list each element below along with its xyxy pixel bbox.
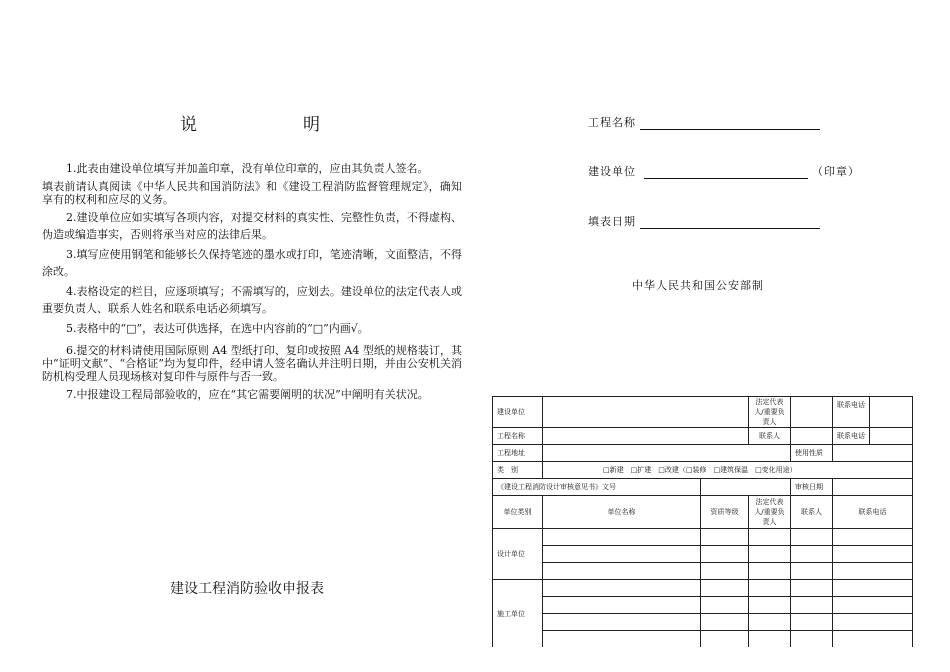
form-name: 建设工程消防验收申报表 <box>170 581 324 597</box>
builder-line[interactable] <box>644 166 808 179</box>
instructions-list <box>42 160 462 406</box>
construction-qualification-cell[interactable] <box>701 597 749 614</box>
instructions-title <box>180 110 320 135</box>
table-row <box>493 563 913 580</box>
builder-unit-label: 建设单位 <box>493 397 543 428</box>
instruction-item-3: 3.填写应使用钢笔和能够长久保持笔迹的墨水或打印，笔迹清晰，文面整洁，不得涂改。 <box>42 248 462 278</box>
table-row <box>493 580 913 597</box>
table-row <box>493 479 913 496</box>
construction-unit-name-cell[interactable] <box>543 597 701 614</box>
design-qualification-cell[interactable] <box>701 563 749 580</box>
review-date-label: 审核日期 <box>791 479 833 496</box>
construction-phone-cell[interactable] <box>833 631 913 648</box>
address-cell[interactable] <box>543 445 791 462</box>
design-phone-cell[interactable] <box>833 546 913 563</box>
table-row <box>493 631 913 648</box>
construction-phone-cell[interactable] <box>833 597 913 614</box>
contact-label: 联系人 <box>749 428 791 445</box>
category-label: 类 别 <box>493 462 543 479</box>
table-row <box>493 397 913 428</box>
phone-label-2: 联系电话 <box>833 428 870 444</box>
header-contact: 联系人 <box>791 496 833 529</box>
publisher: 中华人民共和国公安部制 <box>632 279 764 292</box>
usage-cell[interactable] <box>833 445 913 462</box>
construction-qualification-cell[interactable] <box>701 580 749 597</box>
instruction-item-4: 4.表格设定的栏目，应逐项填写；不需填写的，应划去。建设单位的法定代表人或重要负责人、联系人姓名和联系电话必须填写。 <box>42 285 462 315</box>
legal-rep-cell[interactable] <box>791 397 833 428</box>
construction-unit-label: 施工单位 <box>493 580 543 648</box>
construction-qualification-cell[interactable] <box>701 614 749 631</box>
table-row <box>493 445 913 462</box>
phone-label-1: 联系电话 <box>833 397 870 427</box>
address-label: 工程地址 <box>493 445 543 462</box>
construction-legal-rep-cell[interactable] <box>749 631 791 648</box>
construction-phone-cell[interactable] <box>833 614 913 631</box>
project-name-label: 工程名称 <box>588 116 636 129</box>
construction-legal-rep-cell[interactable] <box>749 614 791 631</box>
design-legal-rep-cell[interactable] <box>749 563 791 580</box>
instruction-item-2: 2.建设单位应如实填写各项内容，对提交材料的真实性、完整性负责，不得虚构、伪造或编造事实，否则将承当对应的法律后果。 <box>42 211 462 241</box>
header-legal-rep: 法定代表人/重要负责人 <box>749 496 791 529</box>
seal-note: （印章） <box>812 165 860 178</box>
construction-unit-name-cell[interactable] <box>543 614 701 631</box>
header-qualification: 资质等级 <box>701 496 749 529</box>
instruction-item-7: 7.中报建设工程局部验收的，应在“其它需要阐明的状况”中阐明有关状况。 <box>66 388 429 401</box>
design-legal-rep-cell[interactable] <box>749 529 791 546</box>
project-label: 工程名称 <box>493 428 543 445</box>
design-legal-rep-cell[interactable] <box>749 546 791 563</box>
project-cell[interactable] <box>543 428 749 445</box>
design-contact-cell[interactable] <box>791 529 833 546</box>
construction-unit-name-cell[interactable] <box>543 580 701 597</box>
category-options[interactable]: □新建 □扩建 □改建（□装修 □建筑保温 □变化用途） <box>543 462 913 479</box>
construction-contact-cell[interactable] <box>791 580 833 597</box>
date-field[interactable] <box>588 213 820 229</box>
header-phone: 联系电话 <box>833 496 913 529</box>
construction-legal-rep-cell[interactable] <box>749 597 791 614</box>
design-unit-name-cell[interactable] <box>543 529 701 546</box>
instruction-item-6: 6.提交的材料请使用国际原则 A4 型纸打印、复印或按照 A4 型纸的规格装订，其中“证明文献”、“合格证”均为复印件，经申请人签名确认并注明日期，并由公安机关消防机构受理人员现场核对复印件与原件与否一致。 <box>42 344 462 383</box>
table-row <box>493 614 913 631</box>
construction-qualification-cell[interactable] <box>701 631 749 648</box>
construction-phone-cell[interactable] <box>833 580 913 597</box>
design-phone-cell[interactable] <box>833 529 913 546</box>
review-date-cell[interactable] <box>833 479 913 496</box>
builder-field[interactable] <box>588 163 860 179</box>
application-table <box>492 396 913 647</box>
opinion-doc-label: 《建设工程消防设计审核意见书》文号 <box>493 479 701 496</box>
phone-cell-1[interactable] <box>833 397 913 428</box>
title-char-1: 说 <box>180 115 197 135</box>
design-unit-name-cell[interactable] <box>543 563 701 580</box>
design-phone-cell[interactable] <box>833 563 913 580</box>
table-row <box>493 428 913 445</box>
table-row <box>493 546 913 563</box>
design-unit-name-cell[interactable] <box>543 546 701 563</box>
design-qualification-cell[interactable] <box>701 546 749 563</box>
title-char-2: 明 <box>303 115 320 135</box>
construction-contact-cell[interactable] <box>791 631 833 648</box>
project-name-field[interactable] <box>588 114 820 130</box>
construction-unit-name-cell[interactable] <box>543 631 701 648</box>
table-row <box>493 529 913 546</box>
date-line[interactable] <box>640 216 820 229</box>
legal-rep-label: 法定代表人/重要负责人 <box>749 397 791 428</box>
design-qualification-cell[interactable] <box>701 529 749 546</box>
date-label: 填表日期 <box>588 215 636 228</box>
design-unit-label: 设计单位 <box>493 529 543 580</box>
construction-contact-cell[interactable] <box>791 614 833 631</box>
table-row <box>493 597 913 614</box>
design-contact-cell[interactable] <box>791 546 833 563</box>
phone-cell-2[interactable] <box>833 428 913 445</box>
design-contact-cell[interactable] <box>791 563 833 580</box>
table-row <box>493 462 913 479</box>
construction-contact-cell[interactable] <box>791 597 833 614</box>
builder-unit-cell[interactable] <box>543 397 749 428</box>
project-name-line[interactable] <box>640 117 820 130</box>
table-header-row <box>493 496 913 529</box>
usage-label: 使用性质 <box>791 445 833 462</box>
instruction-item-5: 5.表格中的“□”，表达可供选择，在选中内容前的“□”内画√。 <box>66 322 369 335</box>
builder-label: 建设单位 <box>588 165 636 178</box>
instruction-item-1: 1.此表由建设单位填写并加盖印章，没有单位印章的，应由其负责人签名。 <box>66 162 429 175</box>
construction-legal-rep-cell[interactable] <box>749 580 791 597</box>
opinion-doc-cell[interactable] <box>701 479 791 496</box>
header-unit-type: 单位类别 <box>493 496 543 529</box>
contact-cell[interactable] <box>791 428 833 445</box>
header-unit-name: 单位名称 <box>543 496 701 529</box>
instruction-item-1b: 填表前请认真阅读《中华人民共和国消防法》和《建设工程消防监督管理规定》，确知享有的权利和应尽的义务。 <box>42 180 462 206</box>
